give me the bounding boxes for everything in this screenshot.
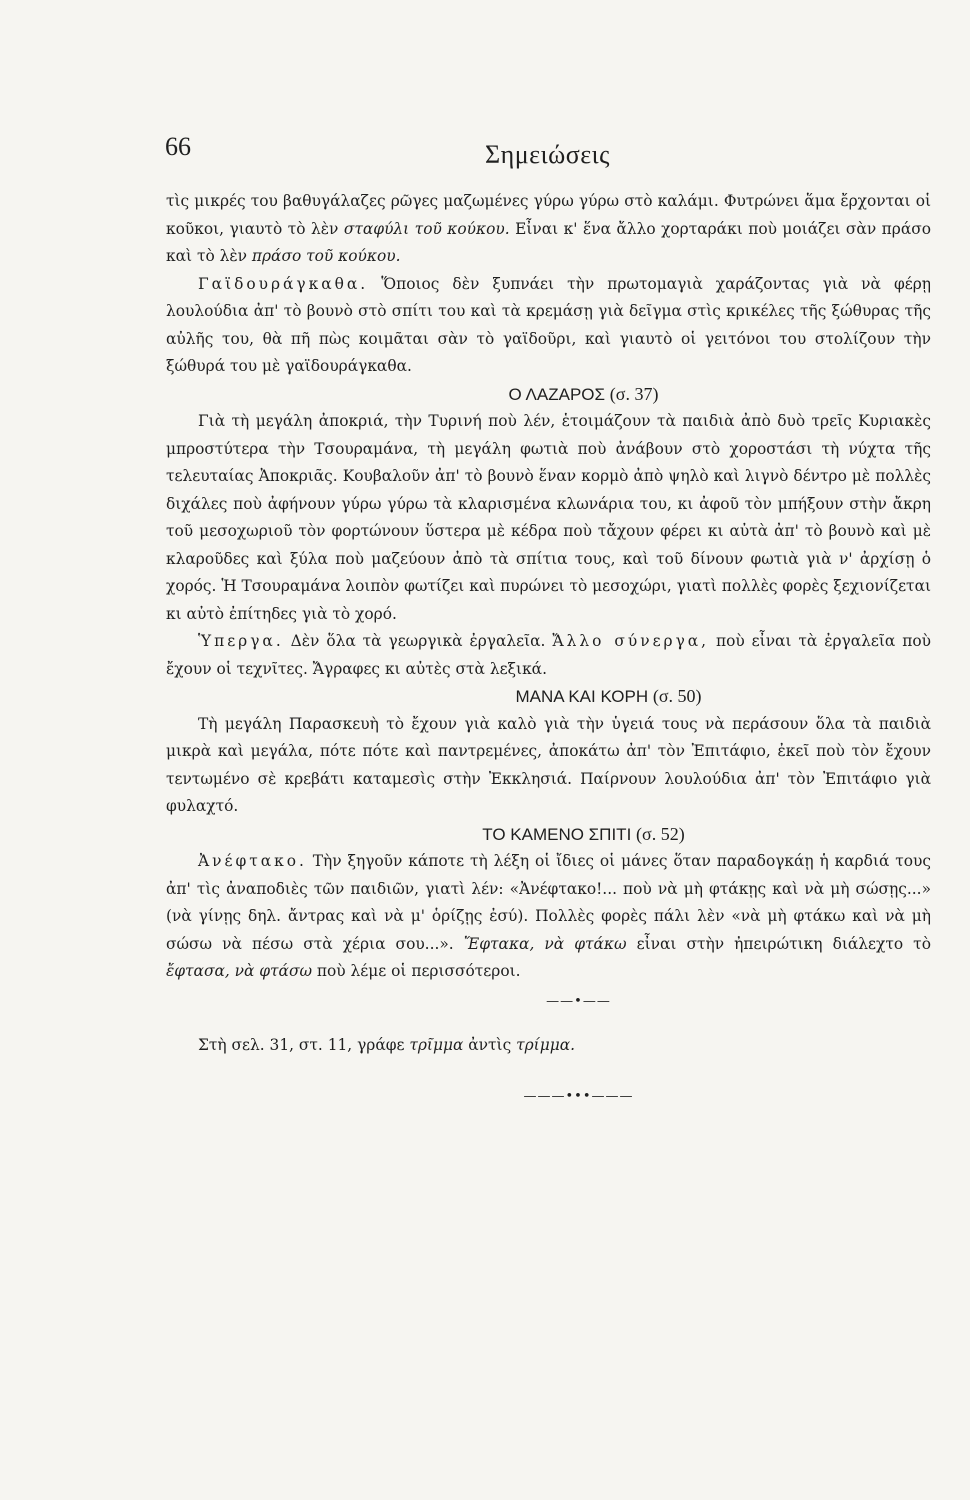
erratum-note [166, 1032, 931, 1060]
paragraph-yperga [166, 628, 931, 683]
section-heading-mana [166, 683, 931, 711]
italic-term: τρίμμα. [516, 1035, 575, 1054]
paragraph-tsouramana: Γιὰ τὴ μεγάλη ἀποκριά, τὴν Τυρινή ποὺ λέν, ἑτοιμάζουν τὰ παιδιὰ ἀπὸ δυὸ τρεῖς Κυριακὲς μπροστύτερα τὴν Τσουραμάνα, τὴ μεγάλη φωτιὰ ποὺ ἀνάβουν στὸ χοροστάσι τὴ νύχτα τῆς τελευταίας Ἀποκριᾶς. Κουβαλοῦν ἀπ' τὸ βουνὸ ἕναν κορμὸ ἀπὸ ψηλὸ καὶ λιγνὸ δέντρο μὲ πολλὲς διχάλες ποὺ ἀφήνουν γύρω γύρω τὰ κλαρισμένα κλωνάρια του, κι ἀφοῦ τὸν μπήξουν στὴν ἄκρη τοῦ μεσοχωριοῦ τὸν φορτώνουν ὕστερα μὲ κέδρα ποὺ τἄχουν φέρει κι αὐτὰ ἀπ' τὸ βουνὸ καὶ μὲ κλαροῦδες καὶ ξύλα ποὺ μαζεύουν ἀπὸ τὰ σπίτια τους, καὶ τοῦ δίνουν φωτιὰ γιὰ ν' ἀρχίσῃ ὁ χορός. Ἡ Τσουραμάνα λοιπὸν φωτίζει καὶ πυρώνει τὸ μεσοχώρι, γιατὶ πολλὲς φορὲς ξεχιονίζεται κι αὐτὸ ἐπίτηδες γιὰ τὸ χορό. [166, 412, 931, 623]
paragraph-text: εἶναι στὴν ἠπειρώτικη διάλεχτο τὸ [636, 934, 931, 953]
italic-term: σταφύλι τοῦ κούκου. [343, 219, 510, 238]
heading-title: ΜΑΝΑ ΚΑΙ ΚΟΡΗ [515, 687, 649, 706]
separator: ———•••——— [523, 1089, 634, 1104]
italic-term: πράσο τοῦ κούκου. [251, 247, 401, 265]
paragraph-gaidouragatha [166, 271, 931, 381]
erratum-text: Στὴ σελ. 31, στ. 11, γράφε [198, 1035, 405, 1054]
section-heading-lazaros [166, 381, 931, 409]
spaced-term: Ἄλλο σύνεργα, [552, 632, 710, 650]
paragraph-anaftako [166, 848, 931, 986]
heading-ref: (σ. 52) [636, 823, 685, 844]
heading-title: Ο ΛΑΖΑΡΟΣ [508, 384, 606, 404]
running-head: Σημειώσεις [485, 140, 610, 169]
paragraph-text: Δὲν ὅλα τὰ γεωργικὰ ἐργαλεῖα. [290, 632, 546, 650]
erratum-text: ἀντὶς [468, 1035, 512, 1054]
paragraph-text: ποὺ λέμε οἱ περισσότεροι. [316, 962, 521, 980]
italic-term: τρῖμμα [409, 1035, 464, 1054]
italic-term: Ἔφτακα, νὰ φτάκω [463, 934, 627, 953]
heading-ref: (σ. 37) [609, 383, 659, 404]
spaced-term: Γαϊδουράγκαθα. [198, 274, 369, 293]
paragraph-text: Τὴν ξηγοῦν κάποτε τὴ λέξη οἱ ἴδιες οἱ μάνες ὅταν παραδογκάῃ ἡ καρδιά τους ἀπ' τὶς ἀναποδιὲς τῶν παιδιῶν, γιατὶ λέν: «Ἀνέφτακο!... ποὺ νὰ μὴ φτάκῃς καὶ νὰ μὴ σώσῃς...» (νὰ γίνῃς δηλ. ἄντρας καὶ νὰ μ' ὁρίζῃς ἐσύ). Πολλὲς φορὲς πάλι λὲν «νὰ μὴ φτάκω καὶ νὰ μὴ σώσω νὰ πέσω στὰ χέρια σου...». [166, 852, 931, 953]
paragraph-epitafios: Τὴ μεγάλη Παρασκευὴ τὸ ἔχουν γιὰ καλὸ γιὰ τὴν ὑγειά τους νὰ περάσουν ὅλα τὰ παιδιὰ μικρὰ καὶ μεγάλα, πότε πότε καὶ παντρεμένες, ἀποκάτω ἀπ' τὸν Ἐπιτάφιο, ἐκεῖ ποὺ τὸν ἔχουν τεντωμένο σὲ κρεβάτι καταμεσὶς στὴν Ἐκκλησιά. Παίρνουν λουλούδια ἀπ' τὸν Ἐπιτάφιο γιὰ φυλαχτό. [166, 714, 931, 815]
section-heading-kameno [166, 821, 931, 849]
page-number: 66 [165, 132, 191, 161]
spaced-term: Ὑπεργα. [198, 632, 284, 650]
separator: ——•—— [546, 993, 611, 1009]
heading-title: ΤΟ ΚΑΜΕΝΟ ΣΠΙΤΙ [482, 824, 632, 844]
italic-term: ἔφτασα, νὰ φτάσω [166, 962, 313, 980]
spaced-term: Ἀνέφτακο. [198, 852, 307, 870]
page-body [166, 188, 931, 1107]
paragraph-kouko [166, 188, 931, 271]
paragraph-text: ποὺ εἶναι τὰ ἐργαλεῖα ποὺ ἔχουν οἱ τεχνῖτες. Ἄγραφες κι αὐτὲς στὰ λεξικά. [166, 632, 931, 678]
paragraph-text: Ὅποιος δὲν ξυπνάει τὴν πρωτομαγιὰ χαράζοντας γιὰ νὰ φέρῃ λουλούδια ἀπ' τὸ βουνὸ στὸ σπίτι του καὶ τὰ κρεμάσῃ γιὰ δεῖγμα στὶς κρικέλες τῆς ξώθυρας τῆς αὐλῆς του, θὰ πῆ πὼς κοιμᾶται σὰν τὸ γαϊδοῦρι, καὶ γιαυτὸ οἱ γειτόνοι του στολίζουν τὴν ξώθυρά του μὲ γαϊδουράγκαθα. [166, 274, 931, 375]
heading-ref: (σ. 50) [652, 686, 702, 706]
paragraph-text: Εἶναι κ' ἕνα ἄλλο χορταράκι ποὺ μοιάζει σὰν πράσο καὶ τὸ λὲν [166, 219, 931, 265]
paragraph-text: τὶς μικρές του βαθυγάλαζες ρῶγες μαζωμένες γύρω γύρω στὸ καλάμι. Φυτρώνει ἅμα ἔρχονται οἱ κοῦκοι, γιαυτὸ τὸ λὲν [166, 192, 931, 238]
